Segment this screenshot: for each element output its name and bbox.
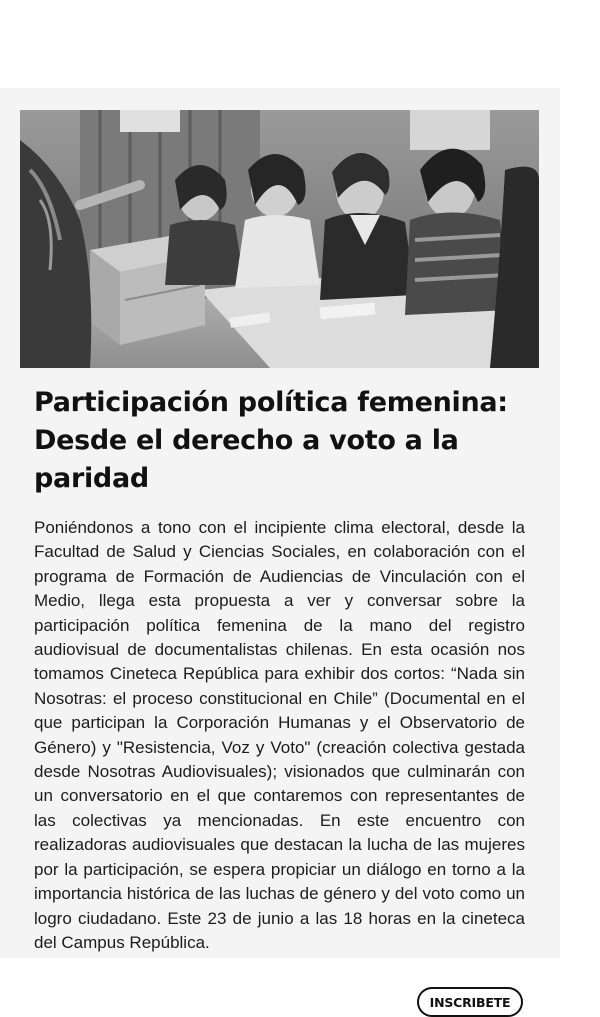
article-title: Participación política femenina: Desde el derecho a voto a la paridad [34,387,508,494]
event-card [0,88,560,1010]
article-description: Poniéndonos a tono con el incipiente clima electoral, desde la Facultad de Salud y Ciencias Sociales, en colaboración con el programa de Formación de Audiencias de Vinculación con el Medio, llega esta propuesta a ver y conversar sobre la participación política femenina de la mano del registro audiovisual de documentalistas chilenas. En esta ocasión nos tomamos Cineteca República para exhibir dos cortos: “Nada sin Nosotras: el proceso constitucional en Chile” (Documental en el que participan la Corporación Humanas y el Observatorio de Género) y "Resistencia, Voz y Voto" (creación colectiva gestada desde Nosotras Audiovisuales); visionados que culminarán con un conversatorio en el que contaremos con representantes de las colectivas ya mencionadas. En este encuentro con realizadoras audiovisuales que destacan la lucha de las mujeres por la participación, se espera propiciar un diálogo en torno a la importancia histórica de las luchas de género y del voto como un logro ciudadano. Este 23 de junio a las 18 horas en la cineteca del Campus República. [34,518,525,952]
event-photo [20,110,539,368]
register-button[interactable]: INSCRIBETE [417,987,523,1017]
